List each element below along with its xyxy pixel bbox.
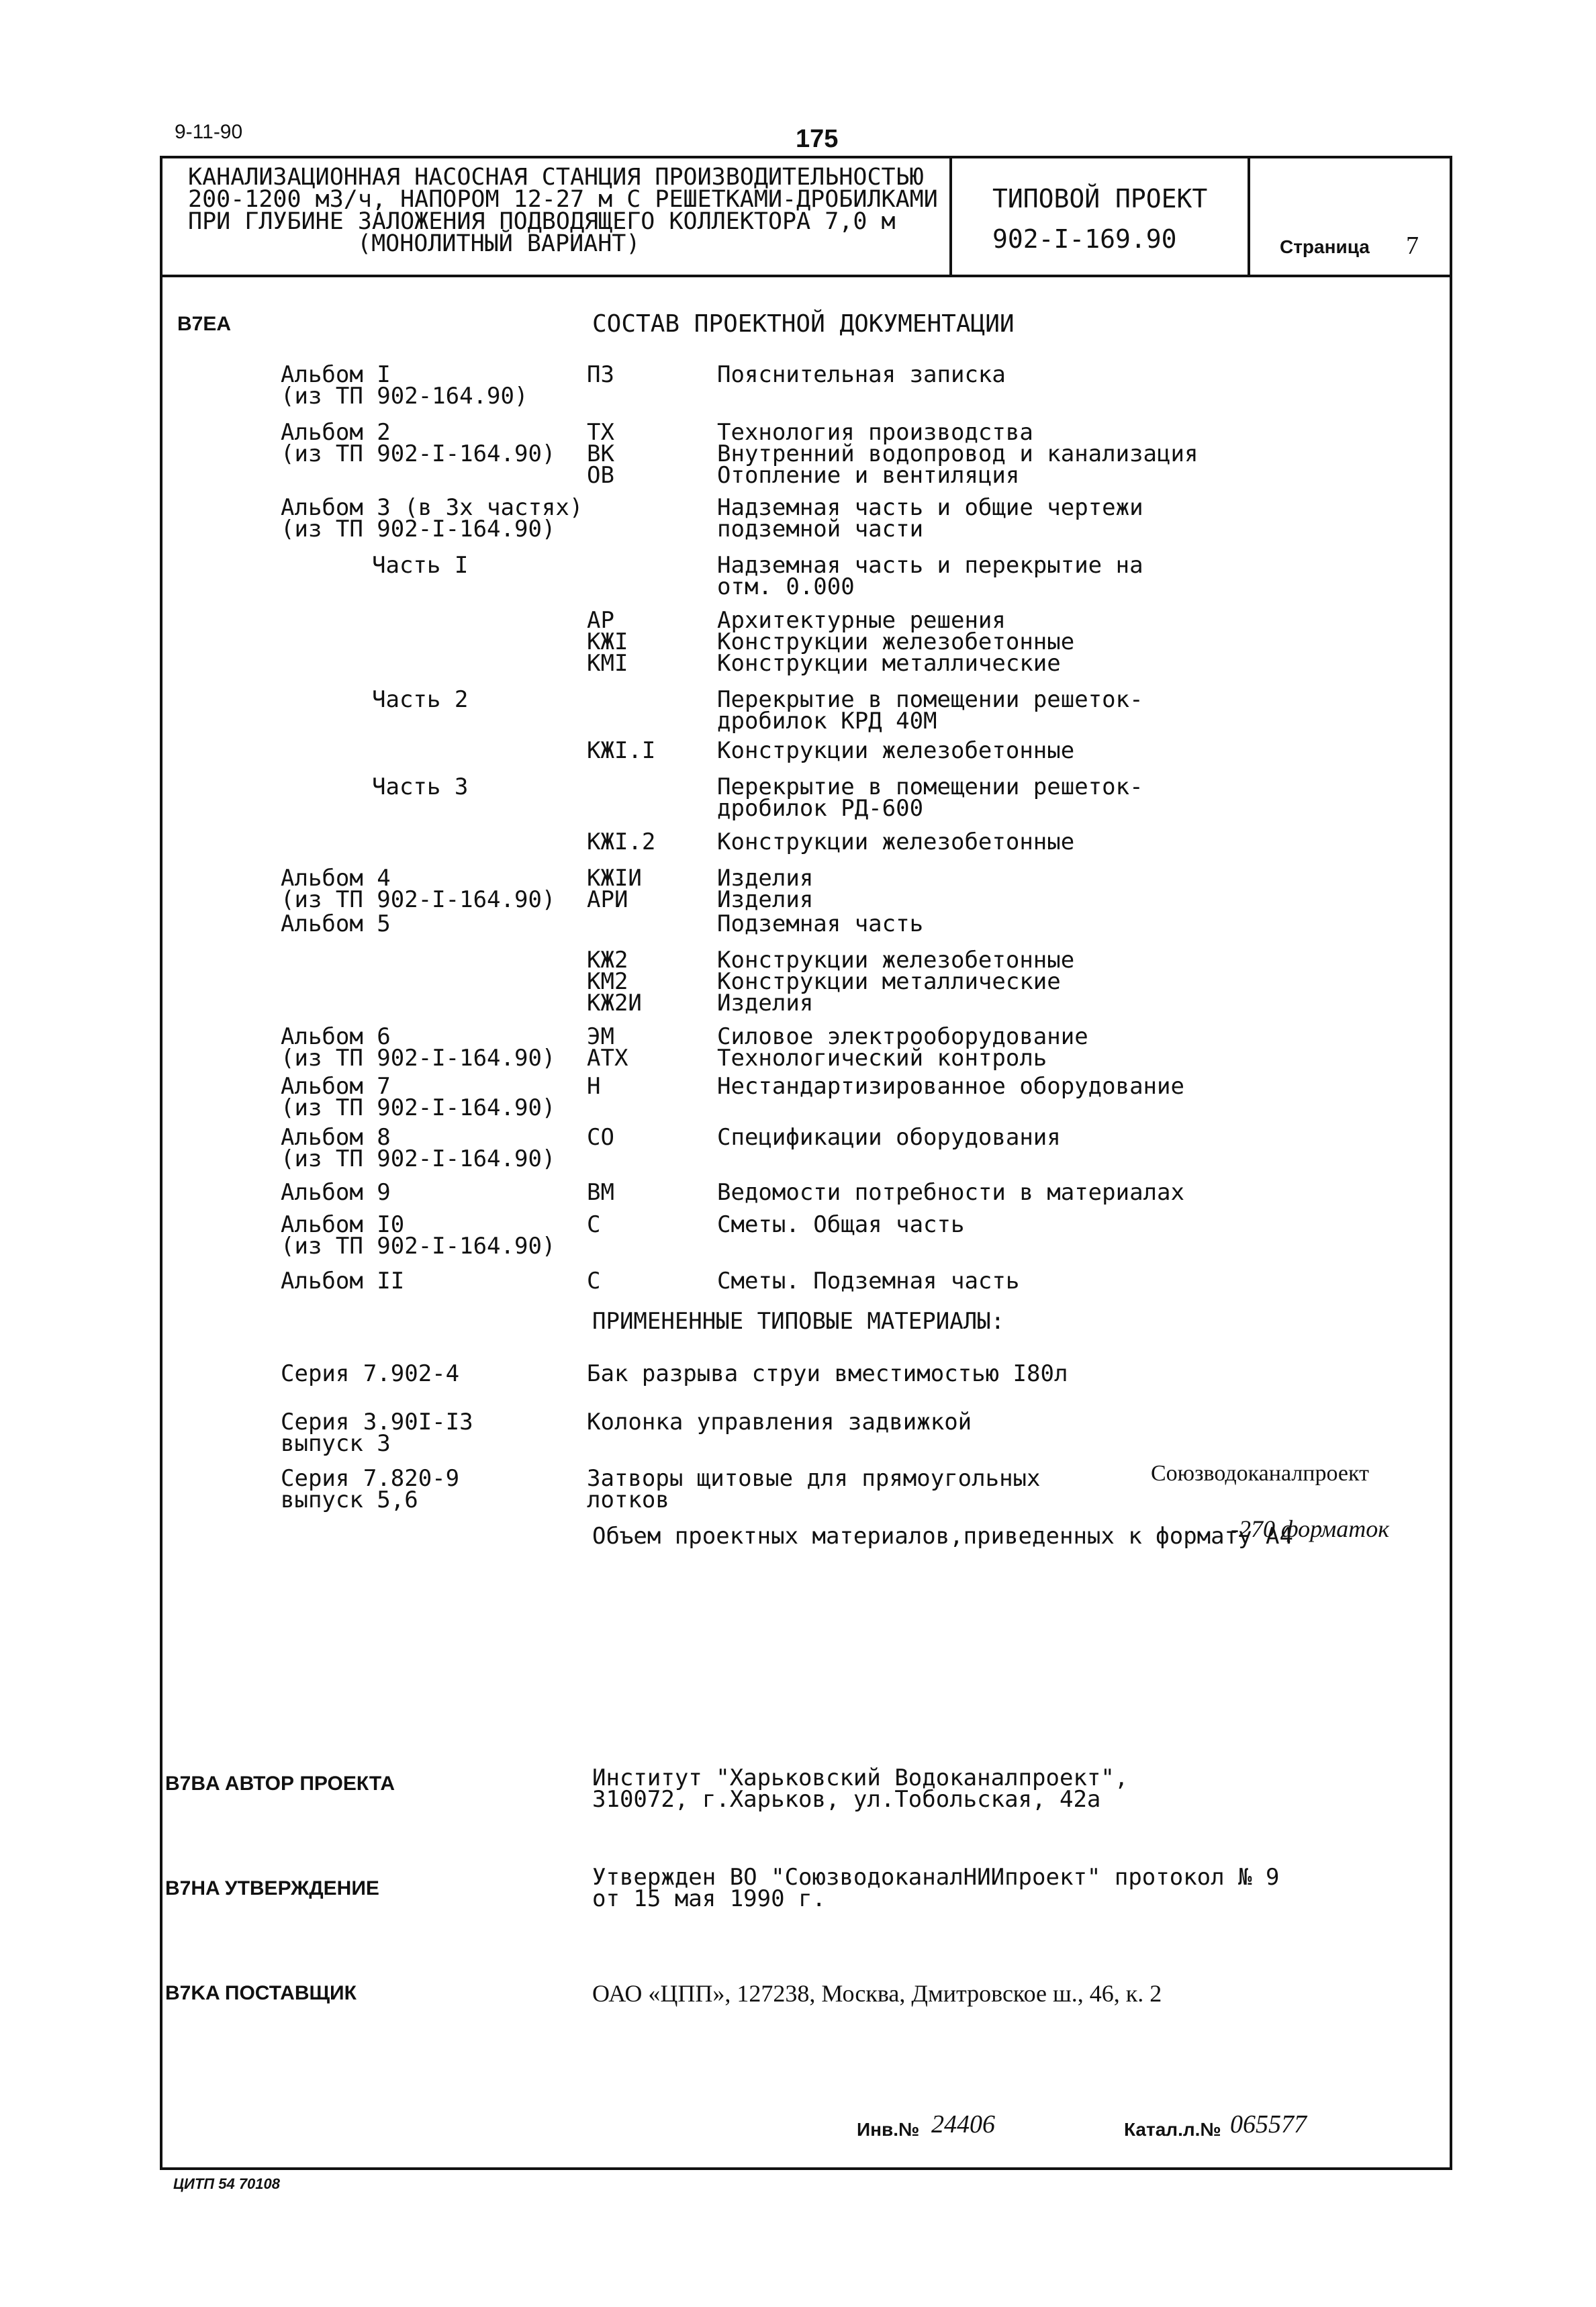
approval-value [592, 1864, 1280, 1912]
page-value: 7 [1406, 232, 1419, 260]
header-separator-1 [949, 158, 952, 275]
album-label-cell [281, 494, 583, 543]
document-description: Перекрытие в помещении решеток- [717, 773, 1143, 800]
document-code-cell [587, 1270, 600, 1292]
album-label: (из ТП 902-I-164.90) [281, 1233, 556, 1260]
page-label: Страница [1280, 236, 1370, 257]
document-code: КМ2 [587, 968, 628, 995]
album-label-cell [281, 1179, 391, 1206]
document-description: Подземная часть [717, 910, 924, 937]
series-description: Затворы щитовые для прямоугольных [587, 1465, 1041, 1492]
album-label: (из ТП 902-I-164.90) [281, 886, 556, 913]
document-code-cell [587, 607, 628, 677]
document-description-cell [717, 737, 1075, 764]
album-label-cell [281, 910, 391, 937]
document-code: АРИ [587, 886, 628, 913]
print-stamp: ЦИТП 54 70108 [173, 2175, 280, 2192]
document-code: КЖIИ [587, 865, 642, 892]
document-description: Архитектурные решения [717, 607, 1006, 634]
document-description-cell [717, 494, 1143, 543]
document-code-cell [587, 947, 642, 1017]
document-description: Конструкции металлические [717, 650, 1061, 677]
catalog-number: 065577 [1230, 2110, 1307, 2138]
album-label: (из ТП 902-I-164.90) [281, 1145, 556, 1172]
author-line: 310072, г.Харьков, ул.Тобольская, 42а [592, 1786, 1101, 1813]
document-description-cell [717, 910, 924, 937]
applied-materials-title: ПРИМЕНЕННЫЕ ТИПОВЫЕ МАТЕРИАЛЫ: [592, 1308, 1005, 1335]
document-code: КЖI.I [587, 737, 656, 764]
document-description: Отопление и вентиляция [717, 462, 1020, 489]
album-label: Часть 2 [372, 686, 469, 713]
album-label-cell [281, 1270, 404, 1292]
title-line: (МОНОЛИТНЫЙ ВАРИАНТ) [357, 230, 641, 257]
series-description: Колонка управления задвижкой [587, 1409, 972, 1435]
document-description: Нестандартизированное оборудование [717, 1073, 1184, 1100]
album-label: Альбом II [281, 1268, 405, 1294]
document-code-cell [587, 737, 656, 764]
series-label: Серия 3.90I-I3 [281, 1409, 473, 1435]
supplier-value: ОАО «ЦПП», 127238, Москва, Дмитровское ш., 46, к. 2 [592, 1980, 1162, 2007]
document-description-cell [717, 1023, 1088, 1072]
document-description: Надземная часть и общие чертежи [717, 494, 1143, 521]
series-description-cell [587, 1360, 1068, 1387]
album-label-cell [372, 552, 469, 579]
document-description: Ведомости потребности в материалах [717, 1179, 1184, 1206]
header-separator-2 [1248, 158, 1250, 275]
album-label: (из ТП 902-I-164.90) [281, 1045, 556, 1072]
document-code: ВМ [587, 1179, 614, 1206]
document-description-cell [717, 1073, 1184, 1100]
document-code-cell [587, 1211, 601, 1238]
catalog-label: Катал.л.№ [1124, 2119, 1221, 2140]
document-description: дробилок КРД 40М [717, 708, 937, 735]
series-label: Серия 7.820-9 [281, 1465, 460, 1492]
document-description-cell [717, 607, 1075, 677]
author-line: Институт "Харьковский Водоканалпроект", [592, 1764, 1129, 1791]
album-label: Альбом 3 (в 3х частях) [281, 494, 583, 521]
document-code-cell [587, 361, 614, 388]
document-description-cell [717, 865, 814, 913]
document-description: Изделия [717, 990, 814, 1017]
series-label: выпуск 3 [281, 1430, 391, 1457]
document-code: ОВ [587, 462, 614, 489]
document-code: ВК [587, 440, 614, 467]
document-code: СО [587, 1124, 614, 1151]
document-code-cell [587, 1073, 601, 1100]
sheet-number: 175 [796, 125, 839, 153]
document-description-cell [717, 419, 1199, 489]
document-description-cell [717, 1179, 1184, 1206]
document-description-cell [717, 1124, 1061, 1151]
series-label-cell [281, 1360, 460, 1387]
document-description: Конструкции металлические [717, 968, 1061, 995]
album-label-cell [281, 1023, 556, 1072]
album-label: Альбом 9 [281, 1179, 391, 1206]
document-code: КЖI.2 [587, 829, 656, 855]
document-description: Силовое электрооборудование [717, 1023, 1088, 1050]
series-label-cell [281, 1409, 473, 1457]
document-code: КЖ2 [587, 947, 628, 974]
author-label: B7BA АВТОР ПРОЕКТА [165, 1773, 395, 1795]
album-label: (из ТП 902-164.90) [281, 383, 528, 410]
document-code-cell [587, 419, 614, 489]
document-description: Перекрытие в помещении решеток- [717, 686, 1143, 713]
document-description: Конструкции железобетонные [717, 737, 1075, 764]
document-code: КЖ2И [587, 990, 642, 1017]
typical-project-number: 902-I-169.90 [992, 224, 1177, 254]
album-label: Альбом 7 [281, 1073, 391, 1100]
document-description: Конструкции железобетонные [717, 628, 1075, 655]
album-label-cell [281, 1211, 556, 1260]
volume-handwritten: -270 форматок [1231, 1515, 1390, 1542]
document-description: Изделия [717, 886, 814, 913]
author-value [592, 1764, 1129, 1813]
album-label: Часть I [372, 552, 469, 579]
document-description: дробилок РД-600 [717, 795, 924, 822]
document-description: Спецификации оборудования [717, 1124, 1061, 1151]
series-description: лотков [587, 1487, 669, 1513]
document-code: ЭМ [587, 1023, 614, 1050]
volume-label: Объем проектных материалов,приведенных к формату А4 [592, 1523, 1293, 1550]
album-label: (из ТП 902-I-164.90) [281, 440, 556, 467]
title-line: КАНАЛИЗАЦИОННАЯ НАСОСНАЯ СТАНЦИЯ ПРОИЗВОДИТЕЛЬНОСТЬЮ [188, 164, 924, 191]
project-title [188, 164, 938, 257]
document-code: ПЗ [587, 361, 614, 388]
document-code-cell [587, 865, 642, 913]
document-description-cell [717, 552, 1143, 600]
series-label: Серия 7.902-4 [281, 1360, 460, 1387]
album-label: Альбом 2 [281, 419, 391, 446]
series-description-cell [587, 1465, 1041, 1513]
album-label: Альбом I [281, 361, 391, 388]
section-code: B7EA [177, 313, 232, 335]
document-code: КЖI [587, 628, 628, 655]
series-description-cell [587, 1411, 972, 1433]
album-label: Альбом 8 [281, 1124, 391, 1151]
document-description: Конструкции железобетонные [717, 829, 1075, 855]
document-description-cell [717, 947, 1075, 1017]
document-code-cell [587, 1023, 628, 1072]
document-description: Технология производства [717, 419, 1033, 446]
document-description-cell [717, 831, 1074, 853]
album-label-cell [281, 419, 556, 467]
organization-name: Союзводоканалпроект [1151, 1461, 1369, 1486]
title-line: ПРИ ГЛУБИНЕ ЗАЛОЖЕНИЯ ПОДВОДЯЩЕГО КОЛЛЕКТОРА 7,0 м [188, 208, 896, 235]
document-date: 9-11-90 [175, 121, 243, 143]
inventory-number: 24406 [931, 2110, 995, 2138]
header-divider [162, 275, 1450, 277]
series-label-cell [281, 1465, 460, 1513]
document-code: С [587, 1268, 601, 1294]
document-description-cell [717, 361, 1006, 388]
album-label-cell [281, 1124, 556, 1172]
section-title: СОСТАВ ПРОЕКТНОЙ ДОКУМЕНТАЦИИ [592, 310, 1015, 338]
album-label: Часть 3 [372, 773, 469, 800]
document-code-cell [587, 831, 655, 853]
album-label: Альбом 5 [281, 910, 391, 937]
inventory-label: Инв.№ [857, 2119, 920, 2140]
album-label-cell [281, 1073, 556, 1121]
document-description: Пояснительная записка [717, 361, 1006, 388]
document-code-cell [587, 1124, 614, 1151]
album-label: (из ТП 902-I-164.90) [281, 1094, 556, 1121]
document-description: Изделия [717, 865, 814, 892]
series-description: Бак разрыва струи вместимостью I80л [587, 1360, 1068, 1387]
document-code: Н [587, 1073, 601, 1100]
document-code: АТХ [587, 1045, 628, 1072]
approval-line: Утвержден ВО "СоюзводоканалНИИпроект" протокол № 9 [592, 1864, 1280, 1891]
document-frame [160, 156, 1452, 2170]
document-description-cell [717, 686, 1143, 735]
approval-label: B7HA УТВЕРЖДЕНИЕ [165, 1877, 379, 1899]
document-code: С [587, 1211, 601, 1238]
supplier-label: B7KA ПОСТАВЩИК [165, 1982, 357, 2004]
album-label-cell [372, 773, 469, 800]
title-line: 200-1200 м3/ч, НАПОРОМ 12-27 м С РЕШЕТКАМИ-ДРОБИЛКАМИ [188, 186, 938, 213]
album-label: Альбом 6 [281, 1023, 391, 1050]
album-label-cell [372, 686, 469, 713]
document-description-cell [717, 1211, 965, 1238]
typical-project-label: ТИПОВОЙ ПРОЕКТ [992, 184, 1208, 214]
album-label-cell [281, 361, 528, 410]
album-label: Альбом I0 [281, 1211, 405, 1238]
document-code: АР [587, 607, 614, 634]
album-label-cell [281, 865, 556, 913]
document-description-cell [717, 1270, 1019, 1292]
album-label: Альбом 4 [281, 865, 391, 892]
document-description: подземной части [717, 516, 924, 543]
document-code: КМI [587, 650, 628, 677]
document-description: Внутренний водопровод и канализация [717, 440, 1199, 467]
document-description: Конструкции железобетонные [717, 947, 1075, 974]
document-description: Сметы. Общая часть [717, 1211, 965, 1238]
document-code-cell [587, 1179, 614, 1206]
document-description: Надземная часть и перекрытие на [717, 552, 1143, 579]
document-code: ТХ [587, 419, 614, 446]
document-description: отм. 0.000 [717, 573, 855, 600]
series-label: выпуск 5,6 [281, 1487, 418, 1513]
album-label: (из ТП 902-I-164.90) [281, 516, 556, 543]
document-description: Технологический контроль [717, 1045, 1047, 1072]
document-description: Сметы. Подземная часть [717, 1268, 1020, 1294]
approval-line: от 15 мая 1990 г. [592, 1885, 826, 1912]
document-description-cell [717, 773, 1143, 822]
